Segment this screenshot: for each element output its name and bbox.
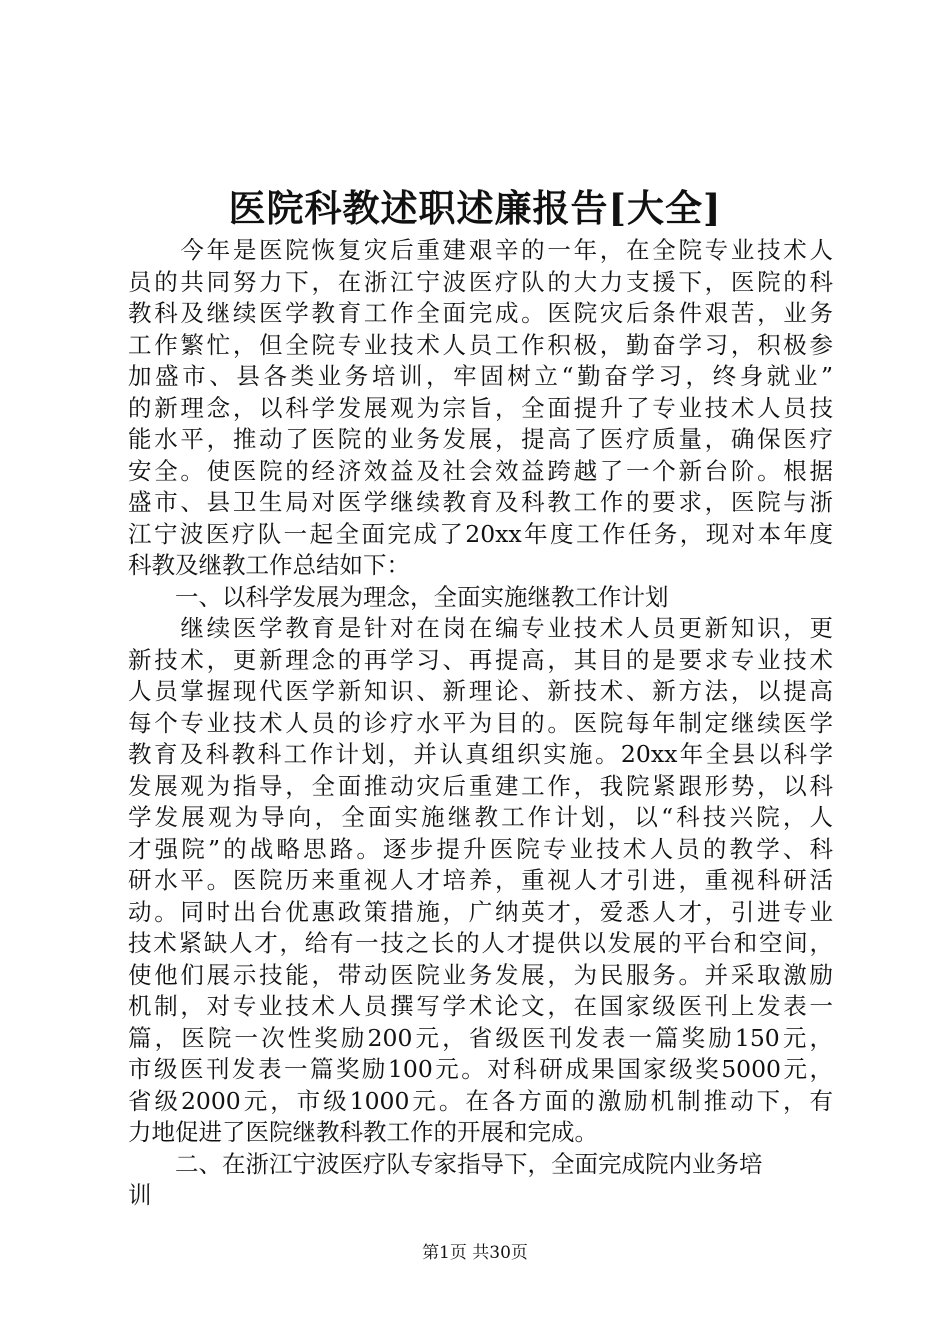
body-line: 一、以科学发展为理念，全面实施继教工作计划 [128,582,669,611]
body-line: 工作繁忙，但全院专业技术人员工作积极，勤奋学习，积极参 [128,330,833,359]
document-body [128,235,833,1212]
body-line: 今年是医院恢复灾后重建艰辛的一年，在全院专业技术人 [128,236,833,264]
body-line: 能水平，推动了医院的业务发展，提高了医疗质量，确保医疗 [128,425,833,453]
body-line: 技术紧缺人才，给有一技之长的人才提供以发展的平台和空间， [128,929,833,957]
body-line: 研水平。医院历来重视人才培养，重视人才引进，重视科研活 [128,866,833,894]
body-line: 安全。使医院的经济效益及社会效益跨越了一个新台阶。根据 [128,456,833,485]
body-line: 训 [128,1181,152,1209]
body-line: 二、在浙江宁波医疗队专家指导下，全面完成院内业务培 [128,1149,763,1178]
body-line: 江宁波医疗队一起全面完成了20xx年度工作任务，现对本年度 [128,519,833,548]
body-line: 市级医刊发表一篇奖励100元。对科研成果国家级奖5000元， [128,1055,833,1083]
body-line: 人员掌握现代医学新知识、新理论、新技术、新方法，以提高 [128,677,833,705]
body-line: 省级2000元，市级1000元。在各方面的激励机制推动下，有 [128,1086,833,1115]
body-line: 新技术，更新理念的再学习、再提高，其目的是要求专业技术 [128,645,833,674]
body-line: 使他们展示技能，带动医院业务发展，为民服务。并采取激励 [128,960,833,989]
body-line: 动。同时出台优惠政策措施，广纳英才，爱悉人才，引进专业 [128,897,833,926]
page-footer: 第1页 共30页 [422,1243,528,1263]
body-line: 发展观为指导，全面推动灾后重建工作，我院紧跟形势，以科 [128,771,833,800]
body-line: 加盛市、县各类业务培训，牢固树立“勤奋学习，终身就业” [128,362,833,390]
body-line: 教科及继续医学教育工作全面完成。医院灾后条件艰苦，业务 [128,299,833,327]
body-line: 继续医学教育是针对在岗在编专业技术人员更新知识，更 [128,614,833,642]
body-line: 每个专业技术人员的诊疗水平为目的。医院每年制定继续医学 [128,708,833,737]
body-line: 力地促进了医院继教科教工作的开展和完成。 [128,1118,598,1146]
body-line: 的新理念，以科学发展观为宗旨，全面提升了专业技术人员技 [128,393,833,422]
body-line: 盛市、县卫生局对医学继续教育及科教工作的要求，医院与浙 [128,488,833,516]
document-title: 医院科教述职述廉报告[大全] [228,186,722,230]
body-line: 才强院”的战略思路。逐步提升医院专业技术人员的教学、科 [128,834,833,863]
body-line: 科教及继教工作总结如下： [128,551,410,579]
body-line: 篇，医院一次性奖励200元，省级医刊发表一篇奖励150元， [128,1023,833,1052]
body-line: 学发展观为导向，全面实施继教工作计划，以“科技兴院，人 [128,803,833,831]
body-line: 员的共同努力下，在浙江宁波医疗队的大力支援下，医院的科 [128,267,833,296]
body-line: 教育及科教科工作计划，并认真组织实施。20xx年全县以科学 [128,740,833,768]
body-line: 机制，对专业技术人员撰写学术论文，在国家级医刊上发表一 [128,992,833,1020]
